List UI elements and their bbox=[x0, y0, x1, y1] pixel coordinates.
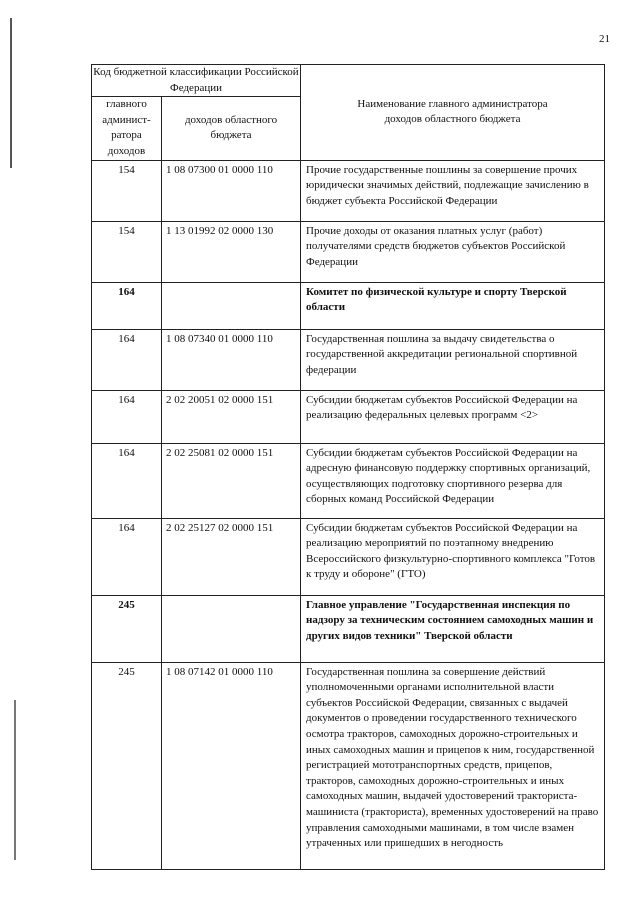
table-body bbox=[92, 160, 605, 869]
cell-name: Субсидии бюджетам субъектов Российской Федерации на адресную финансовую поддержку спортивных организаций, осуществляющих подготовку спортивного резерва для сборных команд Российской Федерации bbox=[301, 443, 605, 518]
cell-income-code bbox=[162, 595, 301, 662]
cell-admin-code: 164 bbox=[92, 518, 162, 595]
cell-income-code: 1 08 07142 01 0000 110 bbox=[162, 662, 301, 869]
cell-name: Субсидии бюджетам субъектов Российской Федерации на реализацию мероприятий по поэтапному внедрению Всероссийского физкультурно-спортивного комплекса "Готов к труду и обороне" (ГТО) bbox=[301, 518, 605, 595]
cell-name: Комитет по физической культуре и спорту Тверской области bbox=[301, 282, 605, 329]
cell-name: Субсидии бюджетам субъектов Российской Федерации на реализацию федеральных целевых программ <2> bbox=[301, 390, 605, 443]
header-col-income: доходов областного бюджета bbox=[162, 97, 301, 160]
header-col-admin: главного админист-ратора доходов bbox=[92, 97, 162, 160]
table-row bbox=[92, 443, 605, 518]
cell-income-code: 1 08 07340 01 0000 110 bbox=[162, 329, 301, 390]
scan-edge-mark bbox=[10, 18, 12, 168]
cell-name: Государственная пошлина за выдачу свидетельства о государственной аккредитации региональной спортивной федерации bbox=[301, 329, 605, 390]
cell-admin-code: 164 bbox=[92, 390, 162, 443]
cell-admin-code: 245 bbox=[92, 595, 162, 662]
cell-admin-code: 245 bbox=[92, 662, 162, 869]
table-row-administrator bbox=[92, 282, 605, 329]
table-row-administrator bbox=[92, 595, 605, 662]
page-number: 21 bbox=[599, 33, 610, 45]
table-row bbox=[92, 390, 605, 443]
scan-edge-mark bbox=[14, 700, 16, 860]
budget-classification-table bbox=[91, 64, 605, 870]
cell-income-code: 2 02 25127 02 0000 151 bbox=[162, 518, 301, 595]
header-kbk-group: Код бюджетной классификации Российской Федерации bbox=[92, 65, 301, 97]
table-row bbox=[92, 518, 605, 595]
header-admin-name: Наименование главного администратора доходов областного бюджета bbox=[301, 65, 605, 161]
cell-admin-code: 164 bbox=[92, 329, 162, 390]
table-row bbox=[92, 160, 605, 221]
cell-admin-code: 154 bbox=[92, 160, 162, 221]
cell-income-code: 2 02 25081 02 0000 151 bbox=[162, 443, 301, 518]
cell-admin-code: 164 bbox=[92, 282, 162, 329]
cell-income-code: 2 02 20051 02 0000 151 bbox=[162, 390, 301, 443]
cell-name: Прочие доходы от оказания платных услуг (работ) получателями средств бюджетов субъектов Российской Федерации bbox=[301, 221, 605, 282]
cell-admin-code: 164 bbox=[92, 443, 162, 518]
table-row bbox=[92, 329, 605, 390]
table-row bbox=[92, 221, 605, 282]
cell-income-code: 1 08 07300 01 0000 110 bbox=[162, 160, 301, 221]
cell-name: Главное управление "Государственная инспекция по надзору за техническим состоянием самоходных машин и других видов техники" Тверской области bbox=[301, 595, 605, 662]
cell-income-code bbox=[162, 282, 301, 329]
cell-income-code: 1 13 01992 02 0000 130 bbox=[162, 221, 301, 282]
cell-name: Прочие государственные пошлины за совершение прочих юридически значимых действий, подлежащие зачислению в бюджет субъекта Российской Федерации bbox=[301, 160, 605, 221]
cell-name: Государственная пошлина за совершение действий уполномоченными органами исполнительной власти субъектов Российской Федерации, связанных с выдачей документов о проведении государственного технического осмотра тракторов, самоходных дорожно-строительных и иных самоходных машин и прицепов к ним, государственной регистрацией мототранспортных средств, прицепов, тракторов, самоходных дорожно-строительных и иных самоходных машин, выдачей удостоверений тракториста-машиниста (тракториста), временных удостоверений на право управления самоходными машинами, в том числе взамен утраченных или пришедших в негодность bbox=[301, 662, 605, 869]
cell-admin-code: 154 bbox=[92, 221, 162, 282]
table-row bbox=[92, 662, 605, 869]
